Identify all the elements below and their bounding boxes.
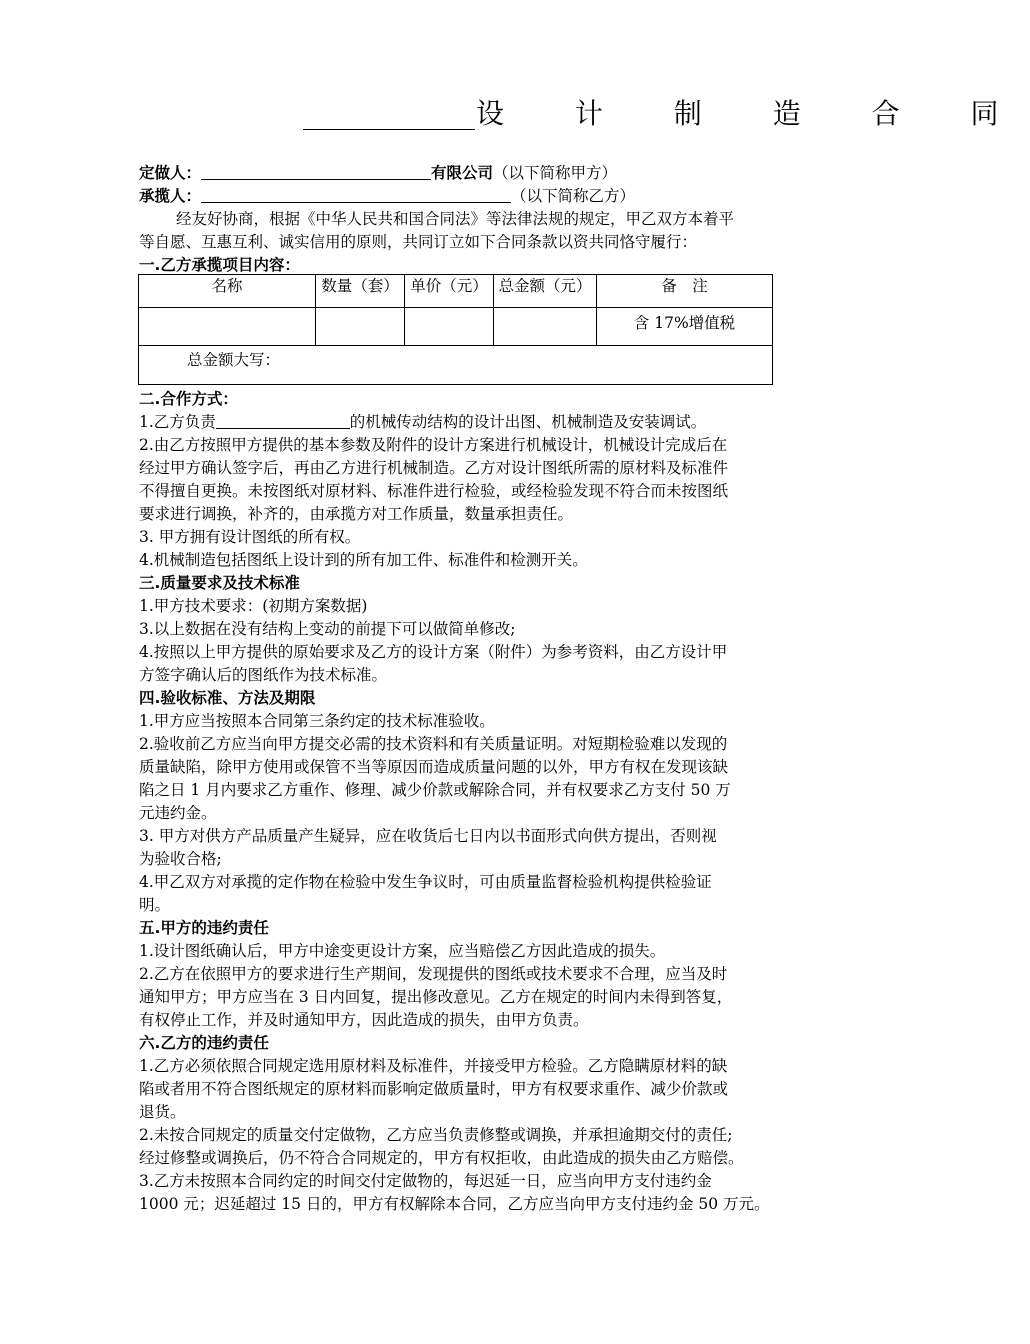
section-heading: 二.合作方式： — [139, 390, 238, 408]
clause-line: 4.甲乙双方对承揽的定作物在检验中发生争议时，可由质量监督检验机构提供检验证 — [139, 873, 712, 891]
client-label: 定做人： — [139, 164, 202, 182]
table-header-cell: 名称 — [139, 275, 316, 308]
clause-line: 陷之日 1 月内要求乙方重作、修理、减少价款或解除合同，并有权要求乙方支付 50 万 — [139, 781, 731, 799]
clause-line: 1.乙方必须依照合同规定选用原材料及标准件，并接受甲方检验。乙方隐瞒原材料的缺 — [139, 1057, 728, 1075]
total-amount-label: 总金额大写： — [139, 346, 773, 385]
clause-line: 4.机械制造包括图纸上设计到的所有加工件、标准件和检测开关。 — [139, 551, 588, 569]
clause-suffix: 的机械传动结构的设计出图、机械制造及安装调试。 — [349, 413, 707, 431]
contractor-label: 承揽人： — [139, 187, 202, 205]
clause-line: 2.验收前乙方应当向甲方提交必需的技术资料和有关质量证明。对短期检验难以发现的 — [139, 735, 728, 753]
clause-line: 元违约金。 — [139, 804, 217, 822]
table-cell[interactable] — [139, 308, 316, 346]
title-blank-line — [303, 129, 475, 130]
clause-line: 陷或者用不符合图纸规定的原材料而影响定做质量时，甲方有权要求重作、减少价款或 — [139, 1080, 729, 1098]
table-header-cell: 数量（套） — [316, 275, 405, 308]
table-cell[interactable] — [494, 308, 597, 346]
contractor-note: （以下简称乙方） — [511, 187, 636, 205]
clause-line: 经过甲方确认签字后，再由乙方进行机械制造。乙方对设计图纸所需的原材料及标准件 — [139, 459, 729, 477]
clause-prefix: 1.乙方负责 — [139, 413, 216, 431]
section-heading: 三.质量要求及技术标准 — [139, 574, 300, 592]
clause-line: 要求进行调换，补齐的，由承揽方对工作质量，数量承担责任。 — [139, 505, 574, 523]
table-total-row — [139, 346, 773, 385]
table-cell: 含 17%增值税 — [597, 308, 773, 346]
clause-line: 有权停止工作，并及时通知甲方，因此造成的损失，由甲方负责。 — [139, 1011, 589, 1029]
intro-line: 经友好协商，根据《中华人民共和国合同法》等法律法规的规定，甲乙双方本着平 — [176, 210, 735, 228]
clause-line: 4.按照以上甲方提供的原始要求及乙方的设计方案（附件）为参考资料，由乙方设计甲 — [139, 643, 728, 661]
table-cell[interactable] — [405, 308, 494, 346]
clause-line: 3. 甲方对供方产品质量产生疑异，应在收货后七日内以书面形式向供方提出，否则视 — [139, 827, 717, 845]
clause-line: 明。 — [139, 896, 171, 914]
contractor-line — [139, 185, 635, 207]
scope-blank[interactable] — [216, 412, 350, 429]
intro-line: 等自愿、互惠互利、诚实信用的原则，共同订立如下合同条款以资共同恪守履行： — [139, 233, 698, 251]
clause-line: 方签字确认后的图纸作为技术标准。 — [139, 666, 388, 684]
clause-line: 3. 甲方拥有设计图纸的所有权。 — [139, 528, 361, 546]
table-cell[interactable] — [316, 308, 405, 346]
clause-line: 3.以上数据在没有结构上变动的前提下可以做简单修改; — [139, 620, 516, 638]
clause-line: 2.乙方在依照甲方的要求进行生产期间，发现提供的图纸或技术要求不合理，应当及时 — [139, 965, 728, 983]
clause-line: 经过修整或调换后，仍不符合合同规定的，甲方有权拒收，由此造成的损失由乙方赔偿。 — [139, 1149, 744, 1167]
clause-line — [139, 411, 706, 433]
clause-line: 不得擅自更换。未按图纸对原材料、标准件进行检验，或经检验发现不符合而未按图纸 — [139, 482, 729, 500]
document-title: 设 计 制 造 合 同 — [476, 97, 1030, 130]
section-heading: 四.验收标准、方法及期限 — [139, 689, 316, 707]
contractor-name-blank[interactable] — [201, 186, 511, 203]
clause-line: 1000 元；迟延超过 15 日的，甲方有权解除本合同，乙方应当向甲方支付违约金 50 万元。 — [139, 1195, 770, 1213]
clause-line: 1.甲方应当按照本合同第三条约定的技术标准验收。 — [139, 712, 495, 730]
clause-line: 2.由乙方按照甲方提供的基本参数及附件的设计方案进行机械设计，机械设计完成后在 — [139, 436, 728, 454]
client-note: （以下简称甲方） — [493, 164, 618, 182]
section-heading: 五.甲方的违约责任 — [139, 919, 269, 937]
client-name-blank[interactable] — [201, 163, 431, 180]
section-heading: 六.乙方的违约责任 — [139, 1034, 269, 1052]
clause-line: 1.甲方技术要求：(初期方案数据) — [139, 597, 368, 615]
table-header-cell: 总金额（元） — [494, 275, 597, 308]
clause-line: 通知甲方；甲方应当在 3 日内回复，提出修改意见。乙方在规定的时间内未得到答复， — [139, 988, 733, 1006]
table-header-cell: 单价（元） — [405, 275, 494, 308]
clause-line: 3.乙方未按照本合同约定的时间交付定做物的，每迟延一日，应当向甲方支付违约金 — [139, 1172, 712, 1190]
items-table — [138, 274, 773, 385]
client-line — [139, 162, 617, 184]
clause-line: 2.未按合同规定的质量交付定做物，乙方应当负责修整或调换，并承担逾期交付的责任; — [139, 1126, 733, 1144]
table-header-row — [139, 275, 773, 308]
table-row — [139, 308, 773, 346]
clause-line: 1.设计图纸确认后，甲方中途变更设计方案，应当赔偿乙方因此造成的损失。 — [139, 942, 666, 960]
section-heading: 一.乙方承揽项目内容： — [139, 256, 300, 274]
clause-line: 质量缺陷，除甲方使用或保管不当等原因而造成质量问题的以外，甲方有权在发现该缺 — [139, 758, 729, 776]
clause-line: 为验收合格; — [139, 850, 222, 868]
client-suffix: 有限公司 — [431, 164, 494, 182]
table-header-cell: 备 注 — [597, 275, 773, 308]
clause-line: 退货。 — [139, 1103, 186, 1121]
